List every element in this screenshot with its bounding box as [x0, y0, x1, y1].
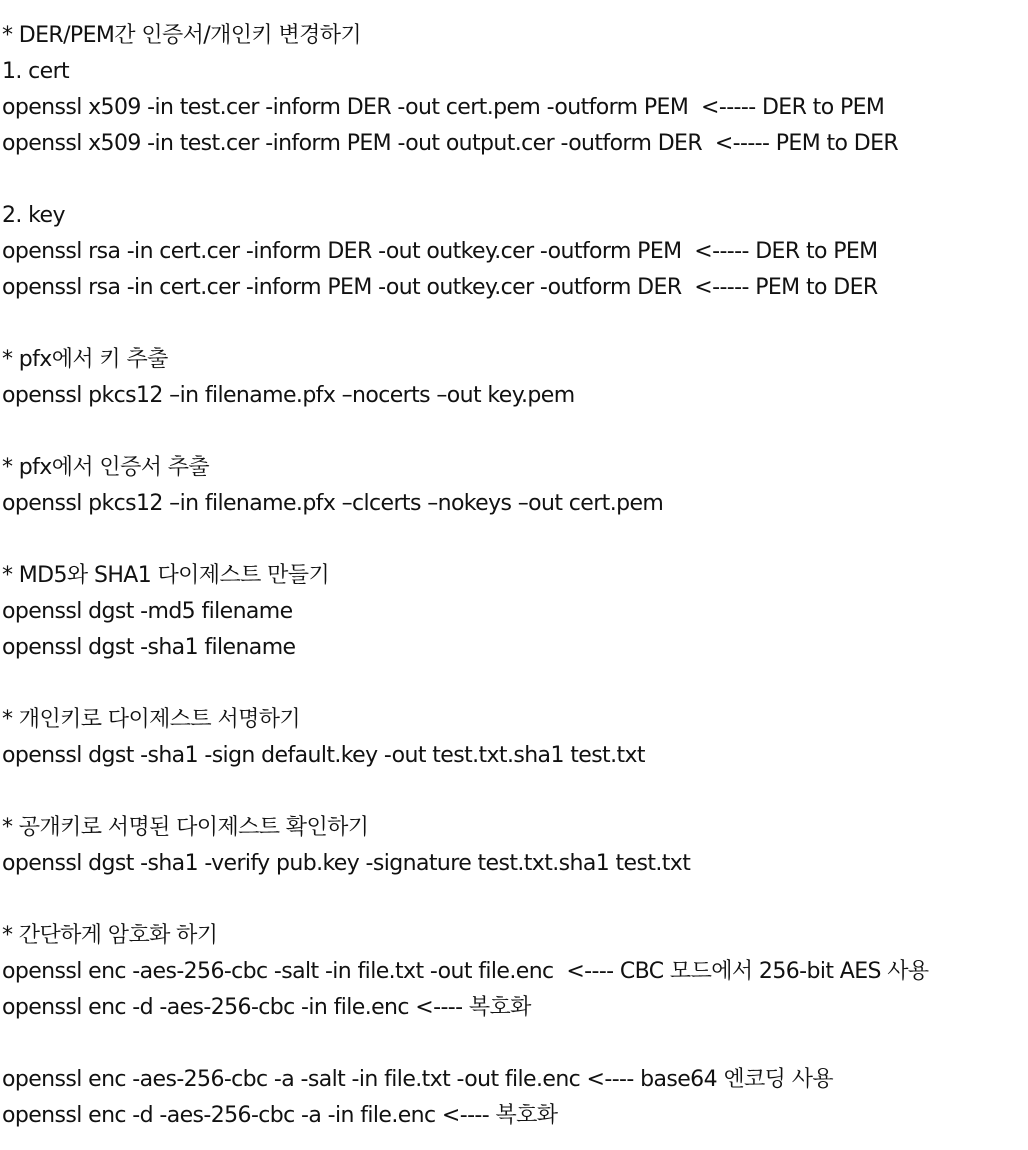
heading-sign-digest: * 개인키로 다이제스트 서명하기	[2, 707, 301, 732]
command-line-dgst-sign: openssl dgst -sha1 -sign default.key -out test.txt.sha1 test.txt	[2, 743, 645, 768]
command-line-key-pem-to-der: openssl rsa -in cert.cer -inform PEM -out outkey.cer -outform DER <----- PEM to DER	[2, 275, 878, 300]
command-line-dgst-verify: openssl dgst -sha1 -verify pub.key -signature test.txt.sha1 test.txt	[2, 851, 691, 876]
blank-line	[2, 882, 1026, 918]
command-line-cert-pem-to-der: openssl x509 -in test.cer -inform PEM -out output.cer -outform DER <----- PEM to DER	[2, 131, 899, 156]
blank-line	[2, 306, 1026, 342]
command-line-dec-aes-cbc: openssl enc -d -aes-256-cbc -in file.enc <---- 복호화	[2, 995, 531, 1020]
command-line-pfx-clcerts: openssl pkcs12 –in filename.pfx –clcerts –nokeys –out cert.pem	[2, 491, 664, 516]
heading-verify-digest: * 공개키로 서명된 다이제스트 확인하기	[2, 815, 369, 840]
command-line-cert-der-to-pem: openssl x509 -in test.cer -inform DER -out cert.pem -outform PEM <----- DER to PEM	[2, 95, 885, 120]
blank-line	[2, 162, 1026, 198]
command-line-enc-aes-base64: openssl enc -aes-256-cbc -a -salt -in file.txt -out file.enc <---- base64 엔코딩 사용	[2, 1067, 834, 1092]
command-line-enc-aes-cbc: openssl enc -aes-256-cbc -salt -in file.txt -out file.enc <---- CBC 모드에서 256-bit AES 사용	[2, 959, 929, 984]
command-line-key-der-to-pem: openssl rsa -in cert.cer -inform DER -out outkey.cer -outform PEM <----- DER to PEM	[2, 239, 878, 264]
blank-line	[2, 774, 1026, 810]
command-line-dec-aes-base64: openssl enc -d -aes-256-cbc -a -in file.enc <---- 복호화	[2, 1103, 558, 1128]
blank-line	[2, 666, 1026, 702]
heading-pfx-key-extract: * pfx에서 키 추출	[2, 347, 168, 372]
blank-line	[2, 522, 1026, 558]
heading-md5-sha1-digest: * MD5와 SHA1 다이제스트 만들기	[2, 563, 330, 588]
blank-line	[2, 414, 1026, 450]
heading-pfx-cert-extract: * pfx에서 인증서 추출	[2, 455, 210, 480]
command-line-dgst-sha1: openssl dgst -sha1 filename	[2, 635, 296, 660]
subheading-cert: 1. cert	[2, 59, 70, 84]
subheading-key: 2. key	[2, 203, 65, 228]
command-line-pfx-nocerts: openssl pkcs12 –in filename.pfx –nocerts –out key.pem	[2, 383, 575, 408]
blank-line	[2, 1026, 1026, 1062]
command-line-dgst-md5: openssl dgst -md5 filename	[2, 599, 293, 624]
heading-der-pem-conversion: * DER/PEM간 인증서/개인키 변경하기	[2, 23, 362, 48]
document-body	[2, 18, 1026, 1134]
heading-simple-encryption: * 간단하게 암호화 하기	[2, 923, 218, 948]
